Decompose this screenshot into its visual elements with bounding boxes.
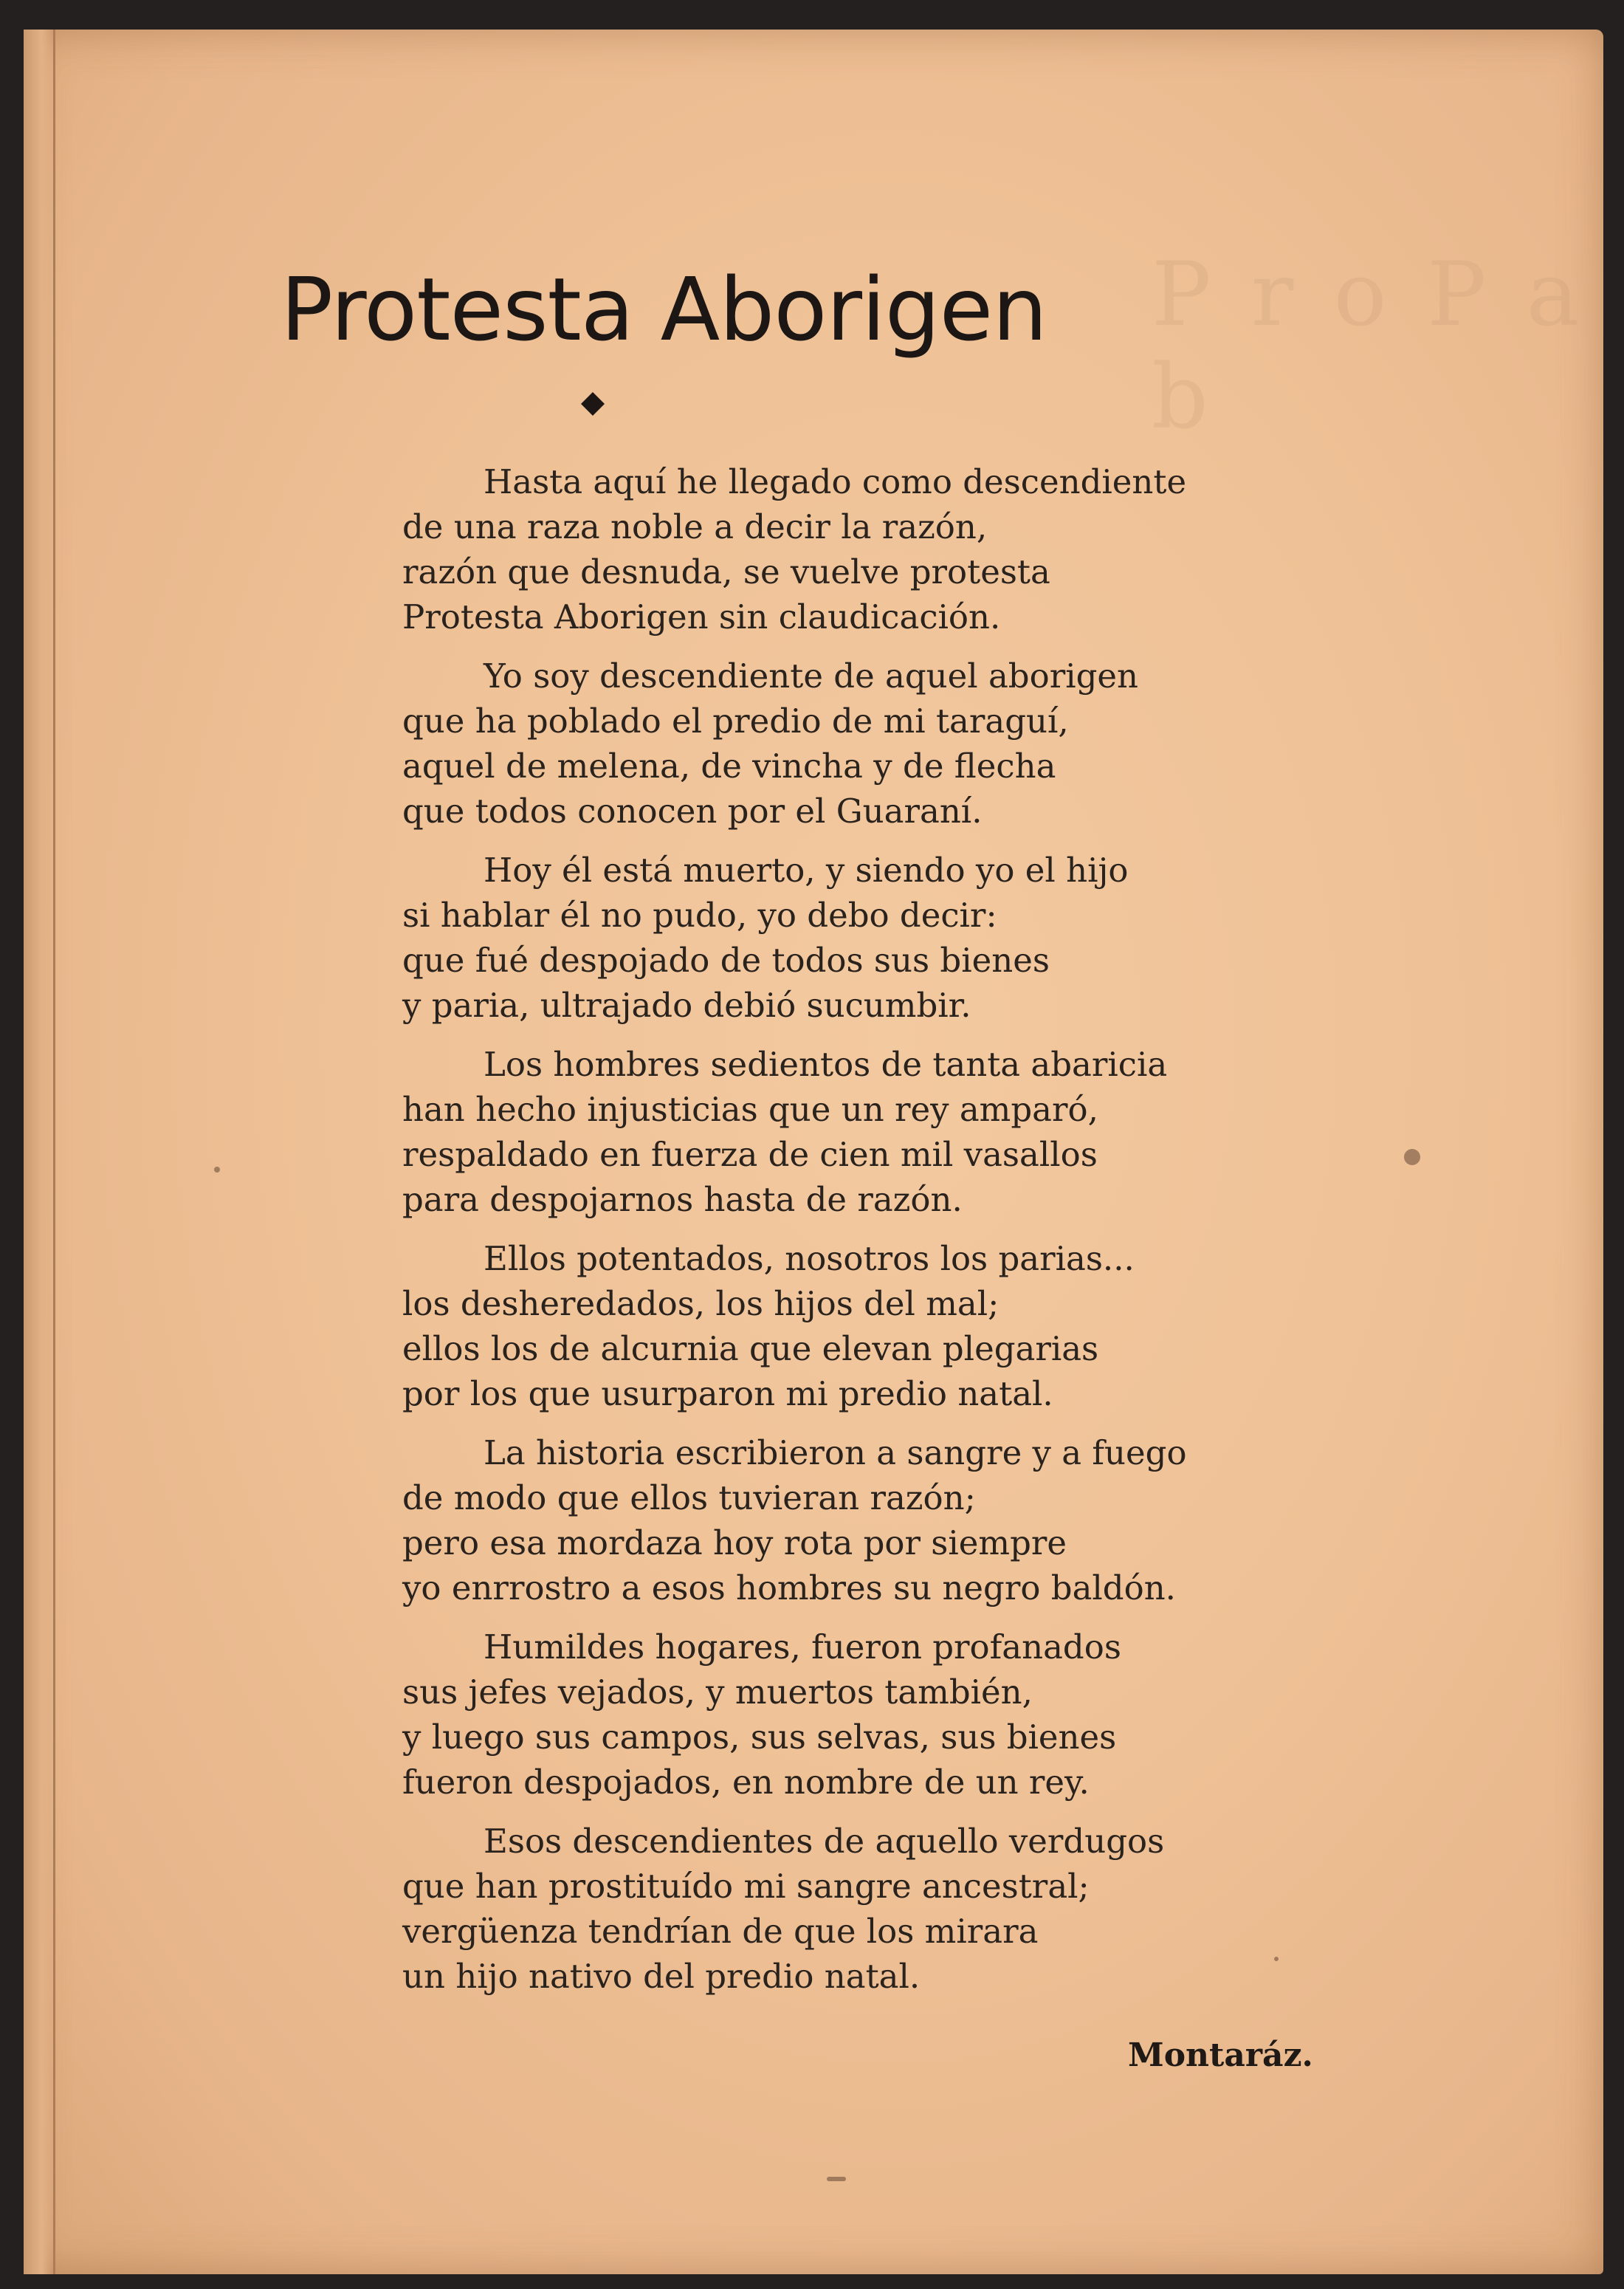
poem-line: si hablar él no pudo, yo debo decir: xyxy=(402,896,997,935)
poem-line: Yo soy descendiente de aquel aborigen xyxy=(484,656,1139,696)
poem-line: fueron despojados, en nombre de un rey. xyxy=(402,1763,1090,1802)
poem-line: que ha poblado el predio de mi taraguí, xyxy=(402,701,1069,741)
poem-line: pero esa mordaza hoy rota por siempre xyxy=(402,1523,1067,1562)
page-gutter xyxy=(24,30,55,2274)
paper-speck xyxy=(1404,1149,1420,1165)
poem-line: La historia escribieron a sangre y a fuego xyxy=(484,1433,1187,1472)
stanza-7 xyxy=(402,1624,1310,1805)
stanza-8 xyxy=(402,1819,1310,1999)
paper-speck xyxy=(1274,1957,1279,1961)
bleed-through-text: P r o P a b xyxy=(1152,244,1586,449)
poem-line: y luego sus campos, sus selvas, sus bienes xyxy=(402,1717,1117,1757)
stanza-6 xyxy=(402,1430,1310,1610)
poem-line: que han prostituído mi sangre ancestral; xyxy=(402,1867,1090,1906)
poem-line: respaldado en fuerza de cien mil vasallos xyxy=(402,1135,1098,1174)
stanza-2 xyxy=(402,653,1310,834)
diamond-ornament-icon xyxy=(580,391,605,416)
poem-title: Protesta Aborigen xyxy=(281,258,1047,360)
poem-line: y paria, ultrajado debió sucumbir. xyxy=(402,986,971,1025)
poem-line: Hasta aquí he llegado como descendiente xyxy=(484,462,1187,501)
poem-body xyxy=(402,459,1310,2013)
poem-line: sus jefes vejados, y muertos también, xyxy=(402,1672,1033,1712)
poem-line: razón que desnuda, se vuelve protesta xyxy=(402,552,1050,591)
poem-line: ellos los de alcurnia que elevan plegarias xyxy=(402,1329,1099,1368)
poem-line: Protesta Aborigen sin claudicación. xyxy=(402,597,1001,636)
poem-line: Los hombres sedientos de tanta abaricia xyxy=(484,1045,1168,1084)
poem-line: han hecho injusticias que un rey amparó, xyxy=(402,1090,1098,1129)
poem-line: que todos conocen por el Guaraní. xyxy=(402,792,983,831)
poem-line: vergüenza tendrían de que los mirara xyxy=(402,1912,1039,1951)
paper-speck xyxy=(827,2177,846,2181)
poem-line: Esos descendientes de aquello verdugos xyxy=(484,1822,1165,1861)
stanza-4 xyxy=(402,1042,1310,1222)
poem-line: Ellos potentados, nosotros los parias... xyxy=(484,1239,1135,1278)
stanza-1 xyxy=(402,459,1310,639)
paper-speck xyxy=(214,1167,220,1173)
poem-line: un hijo nativo del predio natal. xyxy=(402,1957,921,1996)
author-signature: Montaráz. xyxy=(1128,2036,1313,2074)
poem-line: de una raza noble a decir la razón, xyxy=(402,507,988,546)
poem-line: los desheredados, los hijos del mal; xyxy=(402,1284,999,1323)
poem-line: Humildes hogares, fueron profanados xyxy=(484,1627,1121,1667)
stanza-3 xyxy=(402,848,1310,1028)
poem-line: por los que usurparon mi predio natal. xyxy=(402,1374,1053,1413)
poem-line: para despojarnos hasta de razón. xyxy=(402,1180,963,1219)
stanza-5 xyxy=(402,1236,1310,1416)
poem-line: Hoy él está muerto, y siendo yo el hijo xyxy=(484,851,1129,890)
poem-line: de modo que ellos tuvieran razón; xyxy=(402,1478,976,1517)
poem-line: yo enrrostro a esos hombres su negro baldón. xyxy=(402,1568,1176,1607)
poem-line: aquel de melena, de vincha y de flecha xyxy=(402,747,1056,786)
poem-line: que fué despojado de todos sus bienes xyxy=(402,941,1050,980)
